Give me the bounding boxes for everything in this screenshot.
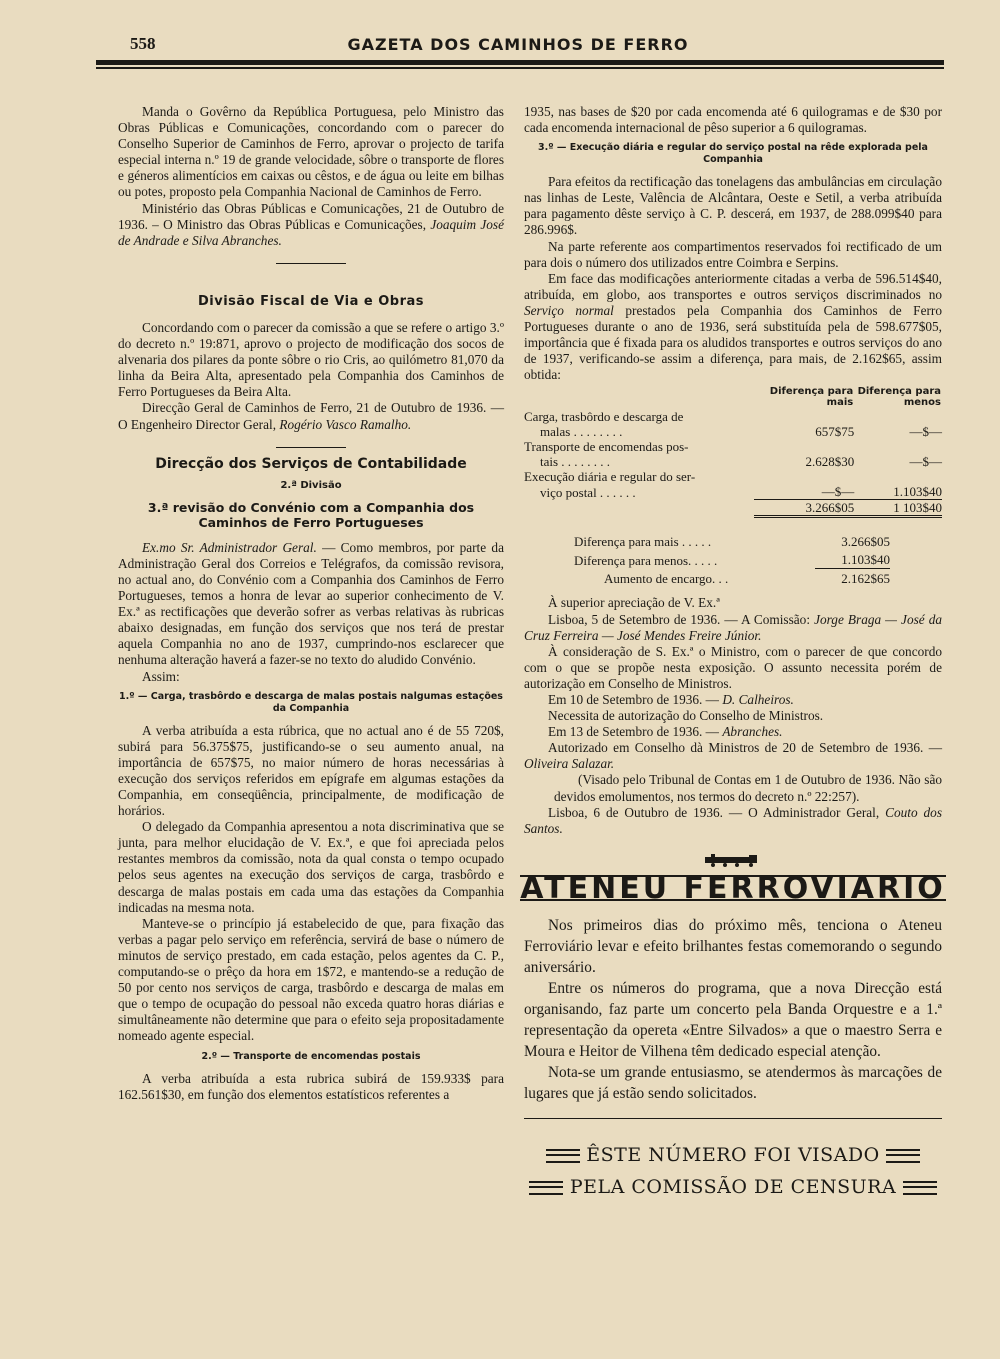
subsection-heading: 2.ª Divisão <box>280 479 342 491</box>
paragraph: Ex.mo Sr. Administrador Geral. — Como membros, por parte da Administração Geral dos Correios e Telégrafos, da comissão revisora, no actual ano, do Convénio com a Companhia dos Caminhos de Ferro Portugueses, temos a honra de levar ao superior conhecimento de V. Ex.ª as rectificações que deverão sofrer as verbas relativas às rubricas abaixo designadas, em função dos serviços que nos terá de prestar aquela Companhia no ano de 1937, cumprindo-nos esclarecer que nenhuma alteração haverá a fazer-se no texto do aludido Convénio. <box>118 539 504 668</box>
paragraph: À consideração de S. Ex.ª o Ministro, com o parecer de que concordo com o que se propõe nesta exposição. O assunto necessita porém de autorização em Conselho de Ministros. <box>524 643 942 691</box>
ateneu-article <box>524 915 942 1104</box>
table-row: viço postal . . . . . . —$— 1.103$40 <box>540 484 942 500</box>
left-column <box>118 104 504 1103</box>
train-icon <box>703 853 763 867</box>
table-row: tais . . . . . . . . 2.628$30 —$— <box>540 454 942 470</box>
header-rule <box>96 60 944 65</box>
paragraph: Assim: <box>142 668 180 684</box>
table-total-row: 3.266$05 1 103$40 <box>524 500 942 517</box>
ornament <box>546 1149 580 1163</box>
paragraph: Em 10 de Setembro de 1936. — D. Calheiros. <box>548 691 794 707</box>
paragraph: Na parte referente aos compartimentos reservados foi rectificado de um para dois o número dos utilizados entre Coimbra e Serpins. <box>524 238 942 270</box>
paragraph: Lisboa, 5 de Setembro de 1936. — A Comissão: Jorge Braga — José da Cruz Ferreira — José Mendes Freire Júnior. <box>524 611 943 643</box>
item-heading: 3.º — Execução diária e regular do serviço postal na rêde explorada pela Companhia <box>538 142 928 166</box>
paragraph: Manda o Govêrno da República Portuguesa, pelo Ministro das Obras Públicas e Comunicações, concordando com o parecer do Conselho Superior de Caminhos de Ferro, aprovar o projecto de tarifa especial interna n.º 19 de grande velocidade, sôbre o transporte de flores e géneros alimentícios em caixas ou cêstos, e de água ou leite em bilhas ou potes, proposto pela Companhia Nacional de Caminhos de Ferro. <box>118 104 504 200</box>
paragraph: (Visado pelo Tribunal de Contas em 1 de Outubro de 1936. Não são devidos emolumentos, nos termos do decreto n.º 22:257). <box>554 772 942 804</box>
difference-table <box>524 385 942 518</box>
table-row: Carga, trasbôrdo e descarga de <box>524 409 684 425</box>
paragraph: Manteve-se o princípio já estabelecido de que, para fixação das verbas a pagar pelo serviço em referência, servirá de base o número de minutos de serviço prestado, em cada estação, pelos agentes da C. P., computando-se o prêço da hora em 1$72, e mantendo-se a redução de 50 por cento nos serviços de carga, trasbôrdo e descarga de malas em que o tempo de ocupação do pessoal não exceda quatro horas diárias e simultâneamente não determine que para o efeito seja propositadamente nomeado agente especial. <box>118 915 504 1044</box>
paragraph: A verba atribuída a esta rubrica subirá de 159.933$ para 162.561$30, em função dos elementos estatísticos referentes a <box>118 1070 504 1102</box>
page-header <box>96 30 940 56</box>
table-row: Transporte de encomendas pos- <box>524 439 689 455</box>
paragraph: Autorizado em Conselho dà Ministros de 20 de Setembro de 1936. — Oliveira Salazar. <box>524 740 942 772</box>
article-heading: 3.ª revisão do Convénio com a Companhia dos Caminhos de Ferro Portugueses <box>147 499 475 530</box>
paragraph: Ministério das Obras Públicas e Comunicações, 21 de Outubro de 1936. – O Ministro das Obras Públicas e Comunicações, Joaquim José de Andrade e Silva Abranches. <box>118 200 504 248</box>
ornament <box>903 1181 937 1195</box>
table-row: malas . . . . . . . . 657$75 —$— <box>540 424 942 440</box>
paragraph: Em 13 de Setembro de 1936. — Abranches. <box>548 724 783 740</box>
column-header: Diferença para mais <box>769 386 854 409</box>
divider <box>524 1118 942 1119</box>
ateneu-heading: ATENEU FERROVIARIO <box>520 870 946 906</box>
paragraph: O delegado da Companhia apresentou a nota discriminativa que se junta, para melhor elucidação de V. Ex.ª, e que foi apreciada pelos restantes membros da comissão, nota da qual consta o tempo ocupado pelos seus agentes na execução dos serviços de carga, trasbôrdo e descarga de malas postais em cada uma das estações da Companhia indicadas na mesma nota. <box>118 819 504 915</box>
paragraph: Para efeitos da rectificação das tonelagens das ambulâncias em circulação nas linhas de Leste, Valência de Alcântara, Oeste e Setil, a verba atribuída para pagamento dêste serviço à C. P. descerá, em 1937, de 288.099$40 para 286.996$. <box>524 174 942 238</box>
ornament <box>529 1181 563 1195</box>
item-heading: 1.º — Carga, trasbôrdo e descarga de malas postais nalgumas estações da Companhia <box>119 690 503 714</box>
section-heading: Divisão Fiscal de Via e Obras <box>197 293 425 309</box>
ornament <box>886 1149 920 1163</box>
paragraph: Nos primeiros dias do próximo mês, tenciona o Ateneu Ferroviário levar e efeito brilhantes festas comemorando o segundo aniversário. <box>524 916 942 976</box>
divider <box>276 447 346 448</box>
paragraph: Necessita de autorização do Conselho de Ministros. <box>548 708 824 724</box>
paragraph: Nota-se um grande entusiasmo, se atendermos às marcações de lugares que já estão sendo solicitados. <box>524 1063 942 1102</box>
publication-title: GAZETA DOS CAMINHOS DE FERRO <box>347 35 689 54</box>
paragraph: A verba atribuída a esta rúbrica, que no actual ano é de 55 720$, subirá para 56.375$75, justificando-se o seu aumento anual, na importância de 657$75, no maior número de horas necessárias à execução dos serviços referidos em epígrafe em algumas estações da Companhia, em conseqüência, principalmente, de modificação de horários. <box>118 722 504 819</box>
table-row: Execução diária e regular do ser- <box>524 469 696 485</box>
paragraph: Direcção Geral de Caminhos de Ferro, 21 de Outubro de 1936. — O Engenheiro Director Geral, Rogério Vasco Ramalho. <box>118 400 504 432</box>
right-column <box>520 104 946 1203</box>
page-number: 558 <box>130 34 156 53</box>
column-header: Diferença para menos <box>857 386 941 409</box>
paragraph: Em face das modificações anteriormente citadas a verba de 596.514$40, atribuída, em globo, aos transportes e outros serviços discriminados no Serviço normal prestados pela Companhia dos Caminhos de Ferro Portugueses durante o ano de 1936, será substituída pela de 598.677$05, importância que é fixada para os aludidos transportes e outros serviços do ano de 1937, verificando-se assim a diferença, para mais, de 2.162$65, assim obtida: <box>524 270 942 383</box>
item-heading: 2.º — Transporte de encomendas postais <box>201 1050 421 1062</box>
censorship-notice: ÊSTE NÚMERO FOI VISADO PELA COMISSÃO DE CENSURA <box>524 1139 942 1203</box>
divider <box>276 263 346 264</box>
paragraph: 1935, nas bases de $20 por cada encomenda até 6 quilogramas e de $30 por cada encomenda internacional de pêso superior a 6 quilogramas. <box>524 104 942 136</box>
paragraph: À superior apreciação de V. Ex.ª <box>548 595 720 611</box>
section-heading: Direcção dos Serviços de Contabilidade <box>155 455 467 472</box>
paragraph: Lisboa, 6 de Outubro de 1936. — O Administrador Geral, Couto dos Santos. <box>524 804 942 836</box>
header-rule-thin <box>96 67 944 69</box>
paragraph: Concordando com o parecer da comissão a que se refere o artigo 3.º do decreto n.º 19:871, aprovo o projecto de modificação dos socos de alvenaria dos pilares da ponte sôbre o rio Cris, ao quilómetro 81,070 da linha da Beira Alta, apresentado pela Companhia dos Caminhos de Ferro Portugueses da Beira Alta. <box>118 319 504 400</box>
paragraph: Entre os números do programa, que a nova Direcção está organisando, faz parte um concerto pela Banda Orquestre e a 1.ª representação da opereta «Entre Silvados» a que o maestro Serra e Moura e Heitor de Vilhena têm dedicado especial atenção. <box>524 979 942 1060</box>
summary-table: Diferença para mais . . . . . 3.266$05 Diferença para menos. . . . . 1.103$40 Aumento de encargo. . . 2.162$65 <box>574 534 890 587</box>
